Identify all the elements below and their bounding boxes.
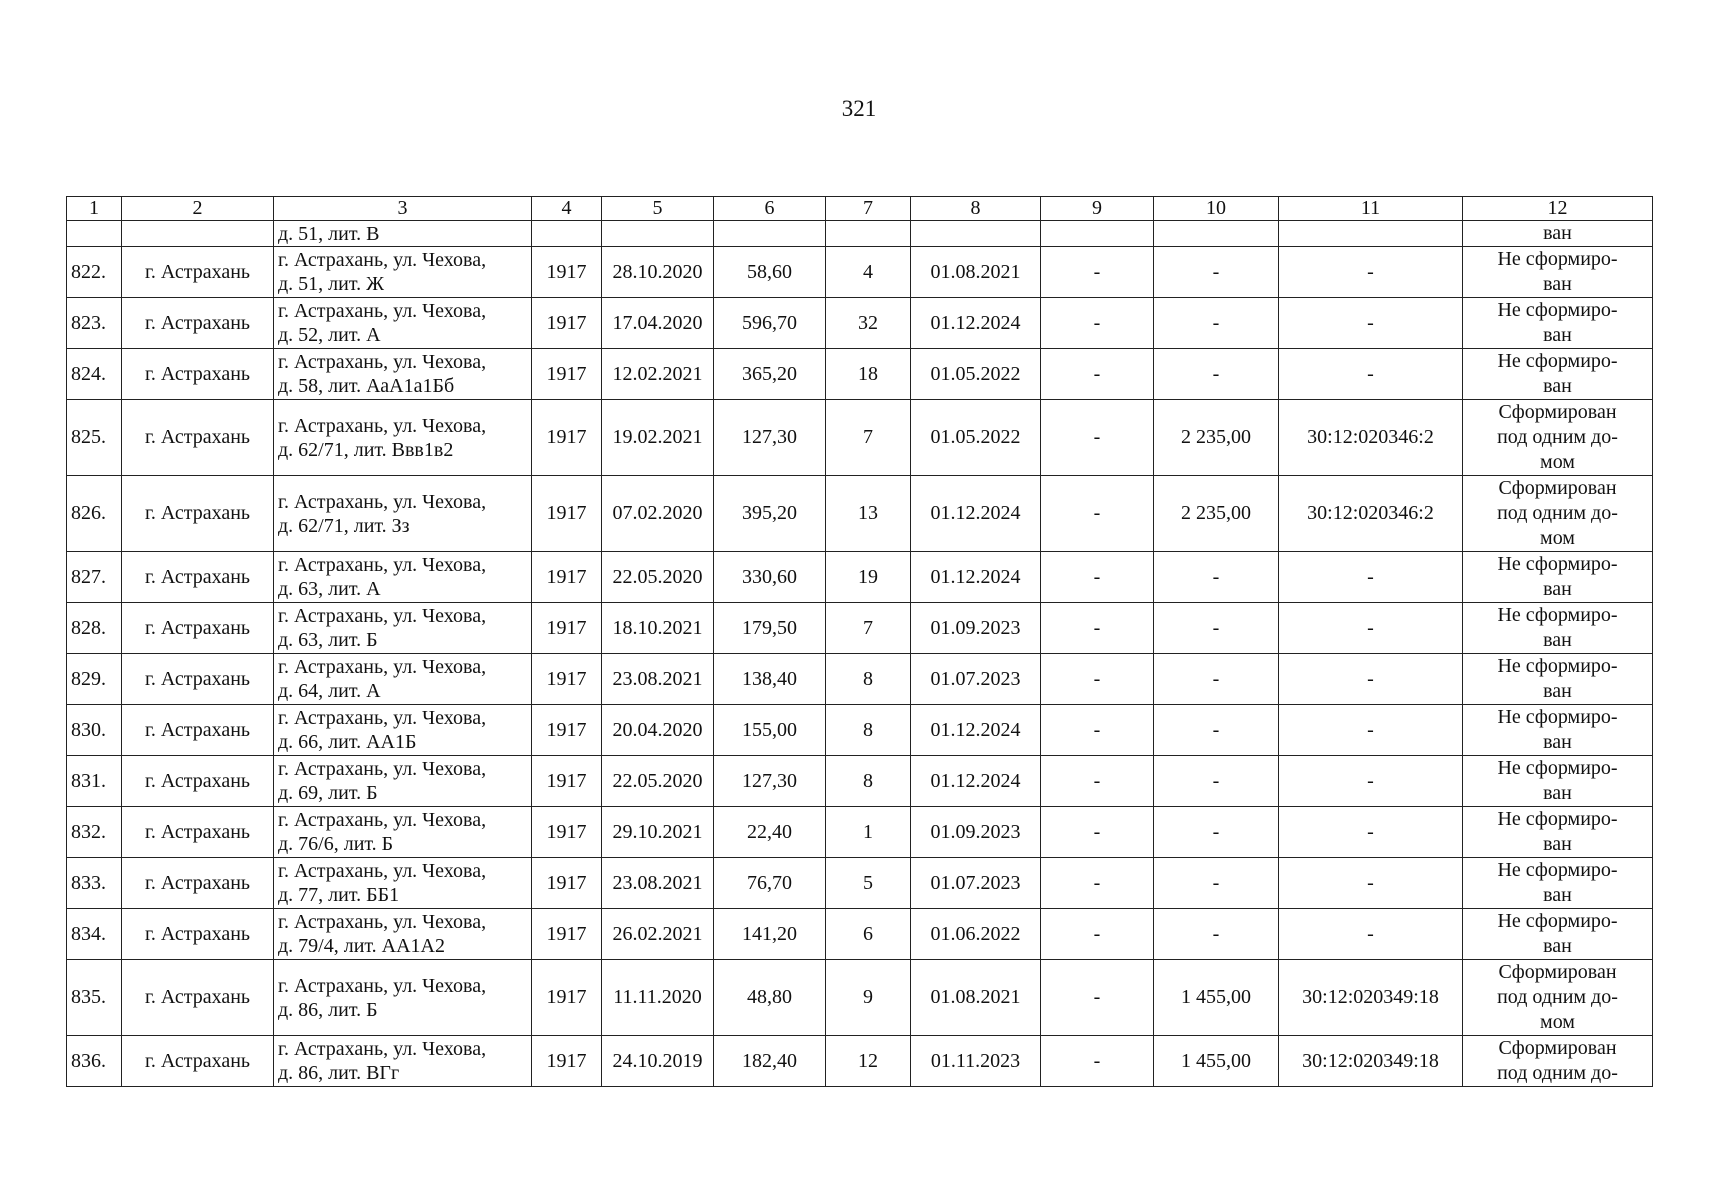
cell-column-9: - [1041, 476, 1154, 552]
address-line: д. 62/71, лит. Зз [278, 514, 410, 537]
address-line: г. Астрахань, ул. Чехова, [278, 758, 487, 780]
status-line: ван [1543, 680, 1572, 702]
cell-land-status [1463, 756, 1653, 807]
address-line: г. Астрахань, ул. Чехова, [278, 249, 487, 271]
cell-row-number: 825. [67, 400, 122, 476]
status-line: Сформирован [1498, 1037, 1617, 1059]
cell-column-9: - [1041, 298, 1154, 349]
cell-city: г. Астрахань [122, 349, 274, 400]
cell-area: 22,40 [714, 807, 826, 858]
cell-address [274, 1036, 532, 1087]
cell-city: г. Астрахань [122, 1036, 274, 1087]
cell-city: г. Астрахань [122, 756, 274, 807]
cell-residents: 8 [826, 654, 911, 705]
cell-residents: 5 [826, 858, 911, 909]
cell-cadastral-number: 30:12:020349:18 [1279, 960, 1463, 1036]
cell-address [274, 298, 532, 349]
cell-row-number: 827. [67, 552, 122, 603]
cell-land-status [1463, 349, 1653, 400]
cell-address [274, 756, 532, 807]
cell-residents: 32 [826, 298, 911, 349]
cell-area: 395,20 [714, 476, 826, 552]
cell-address [274, 807, 532, 858]
table-row [67, 960, 1653, 1036]
table-row [67, 807, 1653, 858]
status-line: Не сформиро- [1497, 299, 1618, 321]
address-line: г. Астрахань, ул. Чехова, [278, 300, 487, 322]
cell-residents: 9 [826, 960, 911, 1036]
cell-column-9: - [1041, 858, 1154, 909]
cell-cadastral-number: - [1279, 552, 1463, 603]
cell-city: г. Астрахань [122, 858, 274, 909]
cell-column-9: - [1041, 654, 1154, 705]
address-line: д. 86, лит. Б [278, 998, 378, 1021]
address-line: г. Астрахань, ул. Чехова, [278, 414, 487, 437]
cell-land-status [1463, 247, 1653, 298]
cell-date: 17.04.2020 [602, 298, 714, 349]
cell-cadastral-number: - [1279, 298, 1463, 349]
cell-empty [826, 221, 911, 247]
cell-land-status: ван [1463, 221, 1653, 247]
cell-deadline: 01.08.2021 [911, 960, 1041, 1036]
cell-area: 141,20 [714, 909, 826, 960]
cell-city: г. Астрахань [122, 654, 274, 705]
cell-land-area: 2 235,00 [1154, 400, 1279, 476]
column-header: 10 [1154, 197, 1279, 221]
column-header: 1 [67, 197, 122, 221]
cell-residents: 7 [826, 400, 911, 476]
address-line: д. 69, лит. Б [278, 782, 378, 804]
cell-residents: 4 [826, 247, 911, 298]
cell-cadastral-number: - [1279, 705, 1463, 756]
cell-column-9: - [1041, 400, 1154, 476]
cell-address [274, 400, 532, 476]
status-line: под одним до- [1497, 986, 1618, 1008]
cell-city: г. Астрахань [122, 552, 274, 603]
cell-row-number: 836. [67, 1036, 122, 1087]
cell-address: д. 51, лит. В [274, 221, 532, 247]
cell-row-number: 834. [67, 909, 122, 960]
cell-cadastral-number: 30:12:020346:2 [1279, 400, 1463, 476]
cell-residents: 1 [826, 807, 911, 858]
cell-deadline: 01.06.2022 [911, 909, 1041, 960]
address-line: д. 51, лит. Ж [278, 273, 385, 295]
status-line: Не сформиро- [1497, 350, 1618, 372]
cell-column-9: - [1041, 705, 1154, 756]
cell-deadline: 01.12.2024 [911, 756, 1041, 807]
table-row [67, 552, 1653, 603]
cell-land-area: 1 455,00 [1154, 1036, 1279, 1087]
cell-residents: 19 [826, 552, 911, 603]
cell-deadline: 01.11.2023 [911, 1036, 1041, 1087]
cell-land-status [1463, 400, 1653, 476]
cell-land-area: - [1154, 909, 1279, 960]
cell-area: 127,30 [714, 756, 826, 807]
cell-land-area: - [1154, 756, 1279, 807]
cell-year: 1917 [532, 858, 602, 909]
address-line: г. Астрахань, ул. Чехова, [278, 605, 487, 627]
cell-row-number: 833. [67, 858, 122, 909]
address-line: г. Астрахань, ул. Чехова, [278, 351, 487, 373]
status-line: ван [1543, 935, 1572, 957]
table-row [67, 858, 1653, 909]
cell-empty [1154, 221, 1279, 247]
cell-cadastral-number: 30:12:020349:18 [1279, 1036, 1463, 1087]
address-line: г. Астрахань, ул. Чехова, [278, 911, 487, 933]
cell-cadastral-number: - [1279, 654, 1463, 705]
status-line: Не сформиро- [1497, 553, 1618, 575]
address-line: г. Астрахань, ул. Чехова, [278, 974, 487, 997]
address-line: г. Астрахань, ул. Чехова, [278, 707, 487, 729]
cell-year: 1917 [532, 909, 602, 960]
cell-deadline: 01.12.2024 [911, 298, 1041, 349]
cell-year: 1917 [532, 400, 602, 476]
cell-cadastral-number: - [1279, 756, 1463, 807]
cell-area: 155,00 [714, 705, 826, 756]
housing-registry-table [66, 196, 1653, 1087]
cell-land-area: - [1154, 298, 1279, 349]
status-line: ван [1543, 731, 1572, 753]
cell-land-status [1463, 298, 1653, 349]
cell-address [274, 603, 532, 654]
address-line: д. 77, лит. ББ1 [278, 884, 400, 906]
cell-area: 330,60 [714, 552, 826, 603]
cell-column-9: - [1041, 960, 1154, 1036]
cell-land-area: 2 235,00 [1154, 476, 1279, 552]
cell-row-number: 830. [67, 705, 122, 756]
cell-year: 1917 [532, 476, 602, 552]
status-line: ван [1543, 375, 1572, 397]
cell-empty [714, 221, 826, 247]
cell-land-status [1463, 552, 1653, 603]
address-line: д. 64, лит. А [278, 680, 381, 702]
cell-row-number: 829. [67, 654, 122, 705]
cell-address [274, 960, 532, 1036]
cell-empty [67, 221, 122, 247]
cell-address [274, 476, 532, 552]
cell-year: 1917 [532, 603, 602, 654]
table-row [67, 756, 1653, 807]
cell-column-9: - [1041, 807, 1154, 858]
address-line: д. 63, лит. Б [278, 629, 378, 651]
cell-land-status [1463, 858, 1653, 909]
cell-land-status [1463, 654, 1653, 705]
cell-date: 11.11.2020 [602, 960, 714, 1036]
cell-date: 26.02.2021 [602, 909, 714, 960]
address-line: д. 52, лит. А [278, 324, 381, 346]
cell-city: г. Астрахань [122, 476, 274, 552]
cell-cadastral-number: - [1279, 247, 1463, 298]
cell-city: г. Астрахань [122, 603, 274, 654]
status-line: ван [1543, 833, 1572, 855]
cell-year: 1917 [532, 247, 602, 298]
cell-deadline: 01.05.2022 [911, 400, 1041, 476]
cell-row-number: 828. [67, 603, 122, 654]
cell-residents: 8 [826, 756, 911, 807]
cell-residents: 8 [826, 705, 911, 756]
status-line: под одним до- [1497, 426, 1618, 448]
status-line: под одним до- [1497, 1062, 1618, 1084]
cell-deadline: 01.09.2023 [911, 603, 1041, 654]
cell-year: 1917 [532, 960, 602, 1036]
cell-column-9: - [1041, 552, 1154, 603]
cell-city: г. Астрахань [122, 298, 274, 349]
address-line: г. Астрахань, ул. Чехова, [278, 809, 487, 831]
status-line: ван [1543, 324, 1572, 346]
cell-row-number: 826. [67, 476, 122, 552]
status-line: Не сформиро- [1497, 604, 1618, 626]
cell-date: 23.08.2021 [602, 654, 714, 705]
column-header: 8 [911, 197, 1041, 221]
cell-year: 1917 [532, 756, 602, 807]
cell-area: 596,70 [714, 298, 826, 349]
cell-row-number: 822. [67, 247, 122, 298]
table-row [67, 1036, 1653, 1087]
cell-row-number: 824. [67, 349, 122, 400]
table-row [67, 247, 1653, 298]
cell-address [274, 552, 532, 603]
column-header: 5 [602, 197, 714, 221]
cell-column-9: - [1041, 909, 1154, 960]
cell-land-status [1463, 1036, 1653, 1087]
table-row [67, 349, 1653, 400]
address-line: д. 66, лит. АА1Б [278, 731, 417, 753]
cell-area: 127,30 [714, 400, 826, 476]
table-row [67, 476, 1653, 552]
cell-cadastral-number: - [1279, 603, 1463, 654]
cell-date: 22.05.2020 [602, 552, 714, 603]
status-line: Сформирован [1498, 477, 1617, 499]
column-header: 6 [714, 197, 826, 221]
cell-city: г. Астрахань [122, 400, 274, 476]
cell-land-status [1463, 603, 1653, 654]
cell-deadline: 01.07.2023 [911, 858, 1041, 909]
table-row [67, 298, 1653, 349]
cell-date: 18.10.2021 [602, 603, 714, 654]
cell-cadastral-number: - [1279, 909, 1463, 960]
status-line: Сформирован [1498, 401, 1617, 423]
cell-land-status [1463, 909, 1653, 960]
cell-row-number: 831. [67, 756, 122, 807]
cell-empty [1279, 221, 1463, 247]
cell-cadastral-number: - [1279, 858, 1463, 909]
cell-cadastral-number: - [1279, 349, 1463, 400]
cell-land-area: 1 455,00 [1154, 960, 1279, 1036]
cell-area: 365,20 [714, 349, 826, 400]
cell-year: 1917 [532, 349, 602, 400]
cell-address [274, 909, 532, 960]
column-header: 12 [1463, 197, 1653, 221]
column-header: 11 [1279, 197, 1463, 221]
cell-date: 20.04.2020 [602, 705, 714, 756]
status-line: мом [1540, 1011, 1575, 1033]
cell-city: г. Астрахань [122, 807, 274, 858]
cell-date: 23.08.2021 [602, 858, 714, 909]
cell-land-area: - [1154, 247, 1279, 298]
cell-residents: 12 [826, 1036, 911, 1087]
cell-address [274, 858, 532, 909]
cell-date: 12.02.2021 [602, 349, 714, 400]
cell-residents: 18 [826, 349, 911, 400]
column-number-header-row [67, 197, 1653, 221]
page-number: 321 [841, 96, 877, 121]
cell-area: 182,40 [714, 1036, 826, 1087]
cell-land-status [1463, 807, 1653, 858]
cell-land-area: - [1154, 349, 1279, 400]
cell-date: 22.05.2020 [602, 756, 714, 807]
table-row [67, 654, 1653, 705]
status-line: Сформирован [1498, 961, 1617, 983]
cell-address [274, 349, 532, 400]
status-line: ван [1543, 782, 1572, 804]
status-line: Не сформиро- [1497, 757, 1618, 779]
cell-city: г. Астрахань [122, 705, 274, 756]
cell-empty [122, 221, 274, 247]
cell-year: 1917 [532, 1036, 602, 1087]
status-line: мом [1540, 527, 1575, 549]
cell-cadastral-number: - [1279, 807, 1463, 858]
address-line: г. Астрахань, ул. Чехова, [278, 554, 487, 576]
cell-date: 29.10.2021 [602, 807, 714, 858]
address-line: г. Астрахань, ул. Чехова, [278, 860, 487, 882]
cell-land-status [1463, 960, 1653, 1036]
table-row [67, 400, 1653, 476]
cell-land-area: - [1154, 552, 1279, 603]
cell-land-area: - [1154, 654, 1279, 705]
cell-year: 1917 [532, 705, 602, 756]
cell-land-area: - [1154, 807, 1279, 858]
address-line: д. 58, лит. АаА1а1Бб [278, 375, 455, 397]
cell-area: 76,70 [714, 858, 826, 909]
cell-land-status [1463, 476, 1653, 552]
status-line: под одним до- [1497, 502, 1618, 524]
cell-deadline: 01.09.2023 [911, 807, 1041, 858]
status-line: ван [1543, 884, 1572, 906]
cell-column-9: - [1041, 247, 1154, 298]
cell-date: 07.02.2020 [602, 476, 714, 552]
cell-date: 19.02.2021 [602, 400, 714, 476]
cell-area: 179,50 [714, 603, 826, 654]
cell-empty [602, 221, 714, 247]
cell-date: 28.10.2020 [602, 247, 714, 298]
status-line: мом [1540, 451, 1575, 473]
status-line: Не сформиро- [1497, 808, 1618, 830]
cell-deadline: 01.12.2024 [911, 705, 1041, 756]
cell-area: 48,80 [714, 960, 826, 1036]
cell-residents: 6 [826, 909, 911, 960]
cell-column-9: - [1041, 603, 1154, 654]
cell-date: 24.10.2019 [602, 1036, 714, 1087]
table-row [67, 909, 1653, 960]
status-line: Не сформиро- [1497, 706, 1618, 728]
cell-year: 1917 [532, 298, 602, 349]
table-row [67, 603, 1653, 654]
cell-land-area: - [1154, 705, 1279, 756]
cell-land-area: - [1154, 603, 1279, 654]
cell-address [274, 654, 532, 705]
address-line: д. 76/6, лит. Б [278, 833, 394, 855]
cell-row-number: 823. [67, 298, 122, 349]
address-line: г. Астрахань, ул. Чехова, [278, 656, 487, 678]
status-line: ван [1543, 629, 1572, 651]
cell-deadline: 01.12.2024 [911, 552, 1041, 603]
cell-city: г. Астрахань [122, 960, 274, 1036]
status-line: ван [1543, 578, 1572, 600]
address-line: д. 79/4, лит. АА1А2 [278, 935, 445, 957]
table-row [67, 705, 1653, 756]
cell-deadline: 01.05.2022 [911, 349, 1041, 400]
cell-area: 138,40 [714, 654, 826, 705]
column-header: 7 [826, 197, 911, 221]
address-line: д. 63, лит. А [278, 578, 381, 600]
cell-column-9: - [1041, 1036, 1154, 1087]
address-line: д. 62/71, лит. Ввв1в2 [278, 438, 454, 461]
cell-empty [532, 221, 602, 247]
cell-deadline: 01.08.2021 [911, 247, 1041, 298]
address-line: г. Астрахань, ул. Чехова, [278, 490, 487, 513]
cell-city: г. Астрахань [122, 247, 274, 298]
cell-deadline: 01.12.2024 [911, 476, 1041, 552]
cell-address [274, 247, 532, 298]
cell-area: 58,60 [714, 247, 826, 298]
column-header: 9 [1041, 197, 1154, 221]
status-line: Не сформиро- [1497, 655, 1618, 677]
status-line: Не сформиро- [1497, 910, 1618, 932]
column-header: 4 [532, 197, 602, 221]
column-header: 2 [122, 197, 274, 221]
column-header: 3 [274, 197, 532, 221]
cell-land-area: - [1154, 858, 1279, 909]
cell-row-number: 832. [67, 807, 122, 858]
cell-residents: 7 [826, 603, 911, 654]
cell-column-9: - [1041, 349, 1154, 400]
cell-year: 1917 [532, 654, 602, 705]
continuation-row [67, 221, 1653, 247]
cell-year: 1917 [532, 807, 602, 858]
cell-row-number: 835. [67, 960, 122, 1036]
cell-address [274, 705, 532, 756]
cell-residents: 13 [826, 476, 911, 552]
cell-cadastral-number: 30:12:020346:2 [1279, 476, 1463, 552]
address-line: д. 86, лит. ВГг [278, 1062, 400, 1084]
status-line: Не сформиро- [1497, 248, 1618, 270]
cell-empty [911, 221, 1041, 247]
cell-empty [1041, 221, 1154, 247]
status-line: Не сформиро- [1497, 859, 1618, 881]
cell-column-9: - [1041, 756, 1154, 807]
cell-land-status [1463, 705, 1653, 756]
address-line: г. Астрахань, ул. Чехова, [278, 1038, 487, 1060]
cell-city: г. Астрахань [122, 909, 274, 960]
cell-year: 1917 [532, 552, 602, 603]
status-line: ван [1543, 273, 1572, 295]
cell-deadline: 01.07.2023 [911, 654, 1041, 705]
